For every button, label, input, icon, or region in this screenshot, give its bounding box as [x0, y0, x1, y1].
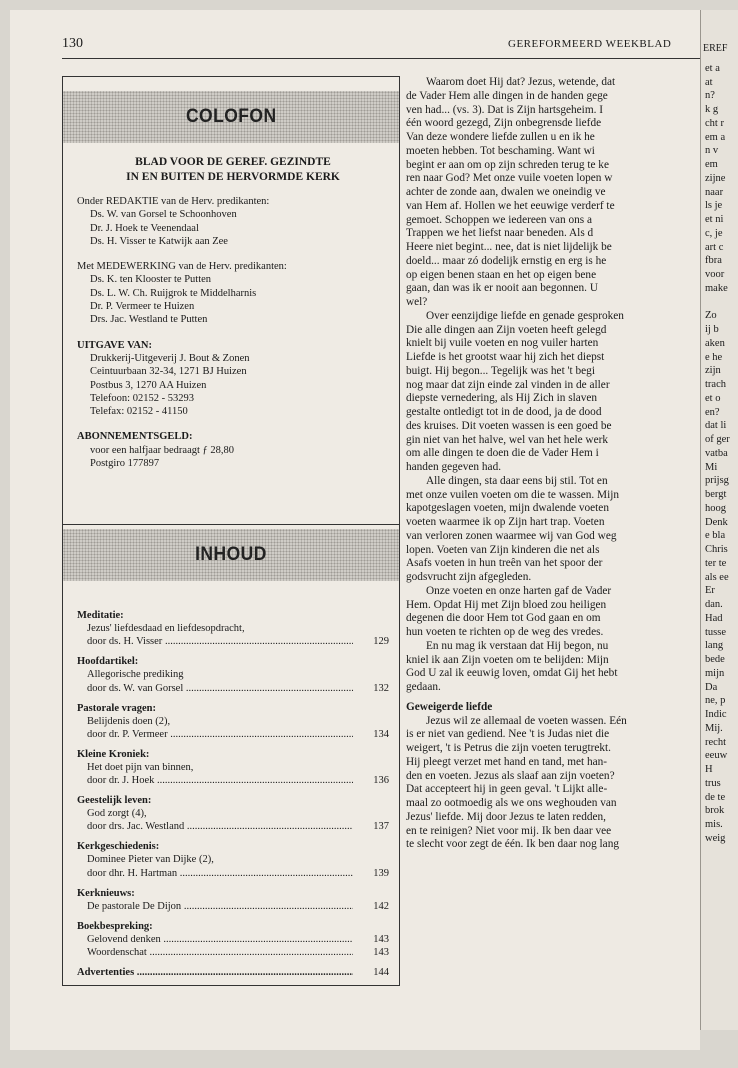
article-line: weigert, 't is Petrus die zijn voeten terugtrekt. — [406, 742, 612, 754]
uitgave-line: Drukkerij-Uitgeverij J. Bout & Zonen — [90, 352, 250, 364]
article-line: te slecht voor zegt de één. Ik ben daar nog lang — [406, 838, 619, 851]
article-line: Liefde is het grootst waar hij zich het diepst — [406, 351, 605, 363]
strip-line: mis. — [705, 819, 723, 830]
colofon-box — [62, 76, 400, 986]
strip-line: fbra — [705, 255, 722, 267]
toc-heading: Pastorale vragen: — [77, 702, 157, 714]
blad-line: BLAD VOOR DE GEREF. GEZINDTE — [135, 156, 331, 168]
colofon-body — [77, 155, 389, 470]
article-line: gaan, dan was ik er nooit aan begonnen. U — [406, 282, 598, 295]
strip-line: of ger — [705, 434, 730, 445]
medewerking-name: Ds. K. ten Klooster te Putten — [90, 274, 212, 286]
article-line: en te reinigen? Niet voor mij. Ik ben daar vee — [406, 824, 612, 837]
strip-line: ij b — [705, 324, 719, 335]
toc-text: Dominee Pieter van Dijke (2), — [87, 854, 214, 866]
article-line: Asafs voeten in hun treên van het spoor der — [406, 557, 603, 570]
medewerking-name: Dr. P. Vermeer te Huizen — [90, 301, 195, 313]
strip-line: Indic — [705, 709, 727, 720]
article-line: Waarom doet Hij dat? Jezus, wetende, dat — [426, 76, 616, 88]
redaktie-name: Ds. W. van Gorsel te Schoonhoven — [90, 209, 237, 221]
article-line: Hem. Opdat Hij met Zijn bloed zou heiligen — [406, 598, 607, 611]
inhoud-title: INHOUD — [195, 544, 267, 565]
article-line: doeld... maar zó dodelijk ernstig en erg is he — [406, 254, 607, 267]
strip-line: ls je — [705, 200, 723, 212]
article-line: gestalte ontledigt tot in de dood, ja de dood — [406, 406, 602, 418]
article-line: Jezus' liefde. Mij door Jezus te laten redden, — [406, 810, 606, 823]
redaktie-name: Ds. H. Visser te Katwijk aan Zee — [90, 235, 228, 247]
article-line: om alle dingen te doen die de Vader Hem i — [406, 447, 599, 460]
colofon-title: COLOFON — [185, 106, 277, 127]
strip-line: et o — [705, 392, 721, 404]
strip-line: aken — [705, 337, 725, 349]
article-line: hun voeten te richten op de weg des vredes. — [406, 626, 604, 638]
strip-line: weig — [705, 832, 726, 844]
article-line: begint er aan om op zijn schreden terug te ke — [406, 158, 609, 171]
strip-line: bergt — [705, 489, 727, 500]
page-number: 130 — [62, 36, 83, 51]
toc-heading: Geestelijk leven: — [77, 795, 152, 807]
strip-line: Mij. — [705, 722, 723, 734]
strip-line: voor — [705, 269, 725, 280]
medewerking-heading: Met MEDEWERKING van de Herv. predikanten: — [77, 261, 287, 273]
article-line: En nu mag ik verstaan dat Hij begon, nu — [426, 639, 609, 652]
toc-label: De pastorale De Dijon ..... — [87, 900, 353, 913]
article-body — [406, 76, 700, 695]
toc-page: 143 — [373, 933, 389, 945]
strip-line — [703, 296, 738, 310]
abonnement-heading: ABONNEMENTSGELD: — [77, 431, 193, 443]
article-column — [406, 76, 700, 852]
article-line: des kruises. Dit voeten wassen is een goed be — [406, 419, 612, 432]
strip-line: lang — [705, 640, 724, 652]
toc-section — [77, 966, 389, 979]
strip-line: zijne — [705, 172, 726, 184]
strip-line: et a — [705, 62, 720, 74]
article-line: Dat accepteert hij in geen geval. 't Lijkt alle- — [406, 783, 608, 796]
article-line: Hij pleegt verzet met hand en tand, met han- — [406, 755, 608, 768]
toc-label: door dr. J. Hoek ..... — [87, 774, 353, 787]
strip-line: dat li — [705, 420, 727, 432]
strip-line: k g — [705, 104, 719, 115]
article-line: achter de zonde aan, dwalen we oneindig ve — [406, 186, 606, 198]
strip-line: Zo — [705, 310, 717, 322]
strip-line: als ee — [705, 571, 729, 583]
toc-page: 144 — [373, 966, 389, 978]
strip-line: H — [705, 764, 713, 775]
toc-page: 142 — [373, 900, 389, 912]
strip-line: bede — [705, 654, 725, 665]
strip-header: EREF — [703, 43, 728, 54]
strip-line: Had — [705, 612, 723, 624]
strip-line: Er — [705, 585, 715, 597]
adjacent-page-strip — [700, 10, 738, 1030]
article-line: God U zal ik eeuwig loven, omdat Gij het hebt — [406, 667, 618, 680]
toc-page: 139 — [373, 867, 389, 879]
strip-line: at — [705, 76, 713, 88]
article-line: Die alle dingen aan Zijn voeten heeft gelegd — [406, 323, 607, 336]
article-line: knielt bij vuile voeten en nog vuiler harten — [406, 337, 599, 350]
toc-heading: Kerknieuws: — [77, 887, 135, 899]
strip-line: Mi — [705, 461, 718, 473]
strip-line: de te — [705, 791, 726, 803]
strip-line: mijn — [705, 667, 725, 679]
article-line: kniel ik aan Zijn voeten om te belijden: Mijn — [406, 653, 609, 666]
article-line: Jezus wil ze allemaal de voeten wassen. Eén — [426, 714, 627, 727]
strip-line: c, je — [705, 227, 723, 239]
strip-line: prijsg — [705, 475, 729, 487]
medewerking-name: Ds. L. W. Ch. Ruijgrok te Middelharnis — [90, 287, 257, 299]
redaktie-heading: Onder REDAKTIE van de Herv. predikanten: — [77, 196, 270, 207]
strip-line: naar — [705, 186, 724, 198]
article-line: Over eenzijdige liefde en genade gesproken — [426, 309, 624, 322]
toc-text: Het doet pijn van binnen, — [87, 761, 194, 773]
medewerking-name: Drs. Jac. Westland te Putten — [90, 314, 208, 326]
article-line: ven had... (vs. 3). Dat is Zijn hartsgeheim. I — [406, 103, 604, 116]
toc-label: Woordenschat ..... — [87, 946, 353, 959]
strip-line: n? — [705, 90, 715, 102]
strip-line: eeuw — [705, 750, 728, 762]
strip-line: recht — [705, 736, 726, 748]
article-line: de Vader Hem alle dingen in de handen gege — [406, 89, 608, 102]
toc-section — [77, 702, 389, 741]
toc-text: Belijdenis doen (2), — [87, 715, 171, 727]
uitgave-line: Postbus 3, 1270 AA Huizen — [90, 379, 207, 391]
toc-section — [77, 840, 389, 879]
strip-line: hoog — [705, 502, 726, 514]
toc-entry[interactable] — [77, 933, 389, 946]
toc-text: Allegorische prediking — [87, 669, 184, 681]
toc-section — [77, 748, 389, 787]
toc-entry[interactable] — [77, 682, 389, 695]
toc-label: Gelovend denken ..... — [87, 933, 353, 946]
article-line: één woord gezegd, Zijn onbegrensde liefde — [406, 117, 602, 130]
article-line: gemoet. Schoppen we iedereen van ons a — [406, 213, 593, 226]
toc-section — [77, 794, 389, 833]
toc-section — [77, 920, 389, 959]
article-line: degenen die door Hem tot God gaan en om — [406, 612, 601, 625]
strip-line: en? — [705, 406, 720, 418]
toc-heading: Advertenties ..... — [77, 966, 353, 979]
article-line: van verloren zonen waarmee wij van God weg — [406, 529, 617, 542]
toc-entry[interactable] — [77, 635, 389, 648]
strip-line: Chris — [705, 544, 728, 555]
toc-heading: Boekbespreking: — [77, 920, 153, 932]
article-line: lopen. Voeten van Zijn kinderen die net als — [406, 543, 600, 556]
strip-line: dan. — [705, 599, 723, 610]
article-line: buigt. Hij begon... Tegelijk was het 't begi — [406, 364, 595, 377]
strip-line: e he — [705, 351, 723, 363]
article-line: op eigen benen staan en het op eigen bene — [406, 268, 597, 281]
blad-line: IN EN BUITEN DE HERVORMDE KERK — [126, 171, 340, 183]
article-line: gedaan. — [406, 681, 441, 693]
toc-entry[interactable] — [77, 900, 389, 913]
toc-label: door ds. W. van Gorsel ..... — [87, 682, 353, 695]
inhoud-banner — [63, 529, 399, 581]
article-line: wel? — [406, 296, 428, 308]
toc-label: door ds. H. Visser ..... — [87, 635, 353, 648]
article-line: gin niet van het halve, wel van het hele werk — [406, 433, 609, 446]
article-line: kapotgeslagen voeten, mijn dwalende voeten — [406, 502, 609, 515]
article-line: moeten hebben. Tot beschaming. Want wi — [406, 144, 595, 157]
toc-text: God zorgt (4), — [87, 808, 147, 820]
strip-line: ne, p — [705, 695, 726, 707]
toc-entry[interactable] — [77, 867, 389, 880]
abonnement-line: Postgiro 177897 — [90, 458, 160, 470]
toc-entry[interactable] — [77, 966, 389, 979]
strip-line: n v — [705, 145, 719, 157]
toc-label: door drs. Jac. Westland ..... — [87, 820, 353, 833]
toc-heading: Kerkgeschiedenis: — [77, 841, 160, 853]
strip-line: em a — [705, 131, 726, 143]
toc-heading: Hoofdartikel: — [77, 656, 139, 668]
article-line: Onze voeten en onze harten gaf de Vader — [426, 584, 612, 597]
article-line: handen gegeven had. — [406, 461, 502, 473]
strip-line: ter te — [705, 557, 727, 569]
toc-entry[interactable] — [77, 820, 389, 833]
header-rule — [62, 58, 700, 59]
toc-page: 129 — [373, 636, 389, 648]
inhoud-separator — [63, 524, 399, 525]
toc-page: 132 — [373, 682, 389, 694]
toc-heading: Kleine Kroniek: — [77, 748, 150, 760]
article-line: Alle dingen, sta daar eens bij stil. Tot en — [426, 474, 608, 487]
toc-entry[interactable] — [77, 946, 389, 959]
toc-page: 137 — [373, 821, 389, 833]
redaktie-name: Dr. J. Hoek te Veenendaal — [90, 222, 199, 234]
article-line: is er niet van gediend. Nee 't is Judas niet die — [406, 728, 610, 741]
strip-line: art c — [705, 241, 724, 253]
colofon-banner — [63, 91, 399, 143]
toc-label: door dhr. H. Hartman ..... — [87, 867, 353, 880]
article-body-2 — [406, 715, 700, 853]
article-line: Trappen we het liefst naar beneden. Als d — [406, 227, 594, 240]
strip-line: zijn — [705, 365, 721, 377]
toc-page: 134 — [373, 728, 389, 740]
strip-line: tusse — [705, 626, 726, 638]
strip-line: make — [705, 282, 728, 294]
strip-line: trus — [705, 777, 721, 789]
toc-page: 143 — [373, 946, 389, 958]
toc-section — [77, 887, 389, 913]
article-line: maal zo ootmoedig als we ons weghouden van — [406, 797, 617, 809]
article-line: met onze vuilen voeten om die te wassen. Mijn — [406, 488, 620, 501]
toc-text: Jezus' liefdesdaad en liefdesopdracht, — [87, 623, 245, 634]
article-subheading: Geweigerde liefde — [406, 700, 493, 713]
toc-section — [77, 609, 389, 648]
article-line: ren naar God? Met onze vuile voeten lopen w — [406, 172, 613, 185]
running-title: GEREFORMEERD WEEKBLAD — [508, 38, 672, 50]
toc-heading: Meditatie: — [77, 610, 124, 621]
toc-entry[interactable] — [77, 774, 389, 787]
article-line: godsvrucht zijn afgegleden. — [406, 571, 532, 583]
toc-section — [77, 655, 389, 694]
strip-line: trach — [705, 379, 726, 390]
article-line: voeten waarmee ik op Zijn hart trap. Voeten — [406, 516, 605, 528]
uitgave-line: Ceintuurbaan 32-34, 1271 BJ Huizen — [90, 366, 247, 378]
article-line: Heere niet begint... nee, dat is niet lijdelijk be — [406, 241, 612, 253]
article-line: van Hem af. Hollen we het eeuwige verderf te — [406, 199, 615, 212]
strip-line: Denk — [705, 516, 728, 528]
article-line: nog maar dat zijn einde zal vinden in de aller — [406, 378, 610, 391]
strip-line: em — [705, 159, 718, 170]
uitgave-heading: UITGAVE VAN: — [77, 339, 152, 351]
uitgave-line: Telefoon: 02152 - 53293 — [90, 392, 194, 404]
article-line: Van deze wondere liefde zullen u en ik he — [406, 131, 595, 143]
abonnement-line: voor een halfjaar bedraagt ƒ 28,80 — [90, 444, 235, 456]
strip-line: brok — [705, 805, 725, 817]
strip-line: cht r — [705, 117, 724, 129]
uitgave-line: Telefax: 02152 - 41150 — [90, 406, 188, 418]
strip-line: vatba — [705, 447, 728, 459]
strip-line: et ni — [705, 214, 724, 225]
article-line: diepste vernedering, als Hij Zich in slaven — [406, 392, 598, 405]
toc-label: door dr. P. Vermeer ..... — [87, 728, 353, 741]
strip-line: e bla — [705, 530, 726, 542]
article-line: den en voeten. Jezus als slaaf aan zijn voeten? — [406, 769, 615, 782]
strip-line: Da — [705, 681, 718, 693]
toc-entry[interactable] — [77, 728, 389, 741]
strip-lines — [701, 62, 738, 846]
toc-page: 136 — [373, 775, 389, 787]
table-of-contents — [77, 609, 389, 986]
